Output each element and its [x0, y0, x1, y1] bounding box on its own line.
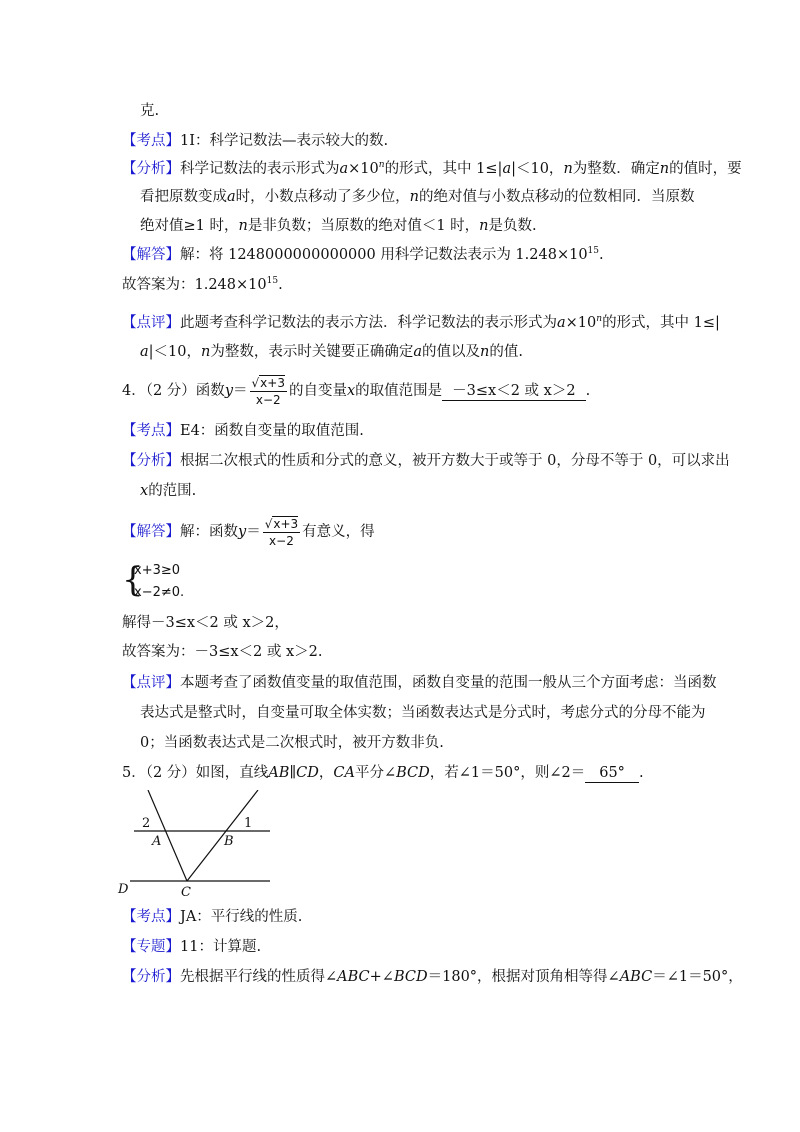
fenxi-line — [122, 967, 743, 987]
jieda-line — [122, 513, 375, 551]
text-fragment: ＝ — [246, 524, 261, 540]
dianping-line — [122, 673, 717, 693]
jieda-line — [122, 245, 604, 265]
text-fragment: . — [599, 247, 604, 263]
text-fragment: 的值以及 — [422, 344, 480, 360]
dianping-tag: 【点评】 — [122, 675, 180, 691]
kaodian-line — [122, 131, 388, 151]
text-fragment: ×10 — [565, 315, 597, 331]
text-fragment: 时，小数点移动了多少位， — [235, 189, 410, 205]
jieda-tag: 【解答】 — [122, 524, 180, 540]
text-fragment: 绝对值≥1 时， — [140, 218, 239, 234]
text-fragment: 根据二次根式的性质和分式的意义，被开方数大于或等于 0，分母不等于 0，可以求出 — [180, 453, 730, 469]
fenxi-line — [122, 159, 742, 179]
text-fragment: 11：计算题. — [180, 939, 262, 955]
text-fragment: 克. — [140, 103, 160, 119]
solve-line — [122, 613, 289, 633]
math-var: n — [563, 161, 573, 177]
text-fragment: . — [638, 765, 644, 781]
text-fragment: 有意义，得 — [302, 524, 375, 540]
text-fragment: ＝180°，根据对顶角相等得∠ — [427, 969, 620, 985]
math-var: n — [659, 161, 670, 177]
text-fragment: |＜10， — [511, 161, 564, 177]
text-fragment: 是负数. — [488, 218, 537, 234]
text-line — [140, 216, 537, 236]
text-fragment: 是非负数；当原数的绝对值＜1 时， — [247, 218, 480, 234]
kaodian-tag: 【考点】 — [122, 133, 180, 149]
question-4-line — [122, 372, 590, 410]
fraction — [263, 516, 300, 549]
math-exponent: n — [378, 160, 385, 171]
text-fragment: 4．（2 分）函数 — [122, 383, 225, 399]
label-point-d: D — [118, 882, 129, 897]
kaodian-line — [122, 421, 364, 441]
text-fragment: 本题考查了函数值变量的取值范围，函数自变量的范围一般从三个方面考虑：当函数 — [180, 675, 717, 691]
dianping-tag: 【点评】 — [122, 315, 180, 331]
system-row-2-text: x−2≠0 — [134, 585, 181, 600]
label-angle-2: 2 — [142, 816, 151, 831]
zhuanti-line — [122, 937, 261, 957]
text-fragment: ＝∠1＝50°， — [652, 969, 743, 985]
text-fragment: ∥ — [289, 765, 297, 781]
math-exponent: 15 — [266, 276, 279, 287]
answer-blank: －3≤x＜2 或 x＞2 — [442, 382, 585, 401]
jieda-tag: 【解答】 — [122, 247, 180, 263]
text-fragment: ＝ — [233, 383, 248, 399]
line-cb — [187, 790, 258, 881]
kaodian-line — [122, 907, 302, 927]
text-fragment: 解：函数 — [180, 524, 238, 540]
text-fragment: . — [585, 383, 591, 399]
math-var: a — [140, 344, 149, 360]
text-line — [140, 703, 706, 723]
math-var: n — [238, 218, 248, 234]
text-fragment: 故答案为：1.248×10 — [122, 277, 267, 293]
text-fragment: 解：将 1248000000000000 用科学记数法表示为 1.248×10 — [180, 247, 588, 263]
text-fragment: 解得－3≤x＜2 或 x＞2， — [122, 615, 289, 631]
text-fragment: 科学记数法的表示形式为 — [180, 161, 340, 177]
text-fragment: ，若∠1＝50°，则∠2＝ — [429, 765, 586, 781]
text-line — [140, 733, 444, 753]
math-var: y — [224, 383, 234, 399]
math-exponent: 15 — [587, 246, 599, 257]
system-row-2 — [134, 584, 184, 602]
kaodian-tag: 【考点】 — [122, 423, 180, 439]
text-fragment: 先根据平行线的性质得∠ — [180, 969, 338, 985]
fenxi-tag: 【分析】 — [122, 453, 180, 469]
label-point-b: B — [224, 834, 234, 849]
math-var: n — [201, 344, 211, 360]
brace: { — [122, 560, 144, 600]
math-var: a — [339, 161, 349, 177]
label-point-c: C — [181, 885, 191, 900]
answer-blank: 65° — [585, 764, 639, 783]
text-line — [140, 187, 695, 207]
text-fragment: 的形式，其中 1≤| — [602, 315, 720, 331]
text-line — [140, 342, 523, 362]
math-var: y — [238, 524, 247, 540]
text-fragment: 5．（2 分）如图，直线 — [122, 765, 269, 781]
answer-line — [122, 275, 283, 295]
math-var: a — [557, 315, 566, 331]
math-exponent: n — [596, 314, 603, 325]
text-fragment: 的值. — [489, 344, 523, 360]
text-fragment: |＜10， — [148, 344, 201, 360]
math-var: n — [409, 189, 419, 205]
text-fragment: 此题考查科学记数法的表示方法．科学记数法的表示形式为 — [180, 315, 557, 331]
fenxi-line — [122, 451, 730, 471]
math-var: CD — [296, 765, 319, 781]
math-var: BCD — [396, 765, 430, 781]
text-fragment: 的值时，要 — [669, 161, 742, 177]
zhuanti-tag: 【专题】 — [122, 939, 180, 955]
kaodian-tag: 【考点】 — [122, 909, 180, 925]
text-fragment: 故答案为：－3≤x＜2 或 x＞2. — [122, 644, 323, 660]
math-var: ABC — [337, 969, 370, 985]
text-fragment: +∠ — [369, 969, 394, 985]
math-var: ABC — [619, 969, 653, 985]
math-var: CA — [333, 765, 355, 781]
text-fragment: 的绝对值与小数点移动的位数相同．当原数 — [419, 189, 695, 205]
text-fragment: 看把原数变成 — [140, 189, 227, 205]
radicand: x+3 — [260, 375, 285, 390]
label-point-a: A — [152, 834, 162, 849]
text-fragment: JA：平行线的性质. — [180, 909, 303, 925]
kaodian-text: 1I：科学记数法—表示较大的数. — [180, 133, 389, 149]
fraction-numerator: √x+3 — [251, 375, 285, 390]
fraction-denominator: x−2 — [269, 533, 294, 548]
fenxi-tag: 【分析】 — [122, 969, 180, 985]
text-fragment: 平分∠ — [354, 765, 397, 781]
math-var: x — [140, 483, 149, 499]
fraction — [250, 375, 287, 408]
text-line — [140, 481, 196, 501]
fraction-numerator: √x+3 — [264, 516, 299, 531]
geometry-figure — [110, 790, 280, 900]
fraction-denominator: x−2 — [255, 392, 281, 407]
text-fragment: 的取值范围是 — [355, 383, 443, 399]
math-var: AB — [268, 765, 290, 781]
system-row-1: x+3≥0 — [134, 563, 181, 578]
fenxi-tag: 【分析】 — [122, 161, 180, 177]
radicand: x+3 — [273, 516, 299, 531]
text-fragment: 的范围. — [148, 483, 197, 499]
text-fragment: 的自变量 — [288, 383, 347, 399]
question-5-line — [122, 763, 644, 783]
text-line — [140, 101, 159, 121]
text-fragment: 为整数．确定 — [572, 161, 660, 177]
text-fragment: 0；当函数表达式是二次根式时，被开方数非负. — [140, 735, 444, 751]
label-angle-1: 1 — [244, 816, 253, 831]
text-fragment: 表达式是整式时，自变量可取全体实数；当函数表达式是分式时，考虑分式的分母不能为 — [140, 705, 706, 721]
math-var: a — [502, 161, 512, 177]
math-var: a — [413, 344, 422, 360]
dianping-line — [122, 313, 720, 333]
math-var: a — [227, 189, 236, 205]
answer-line — [122, 642, 323, 662]
system-dot: . — [180, 585, 185, 600]
math-var: x — [346, 383, 356, 399]
text-fragment: ×10 — [348, 161, 379, 177]
math-var: n — [480, 344, 490, 360]
math-var: BCD — [393, 969, 428, 985]
text-fragment: 的形式，其中 1≤| — [384, 161, 503, 177]
text-fragment: . — [278, 277, 283, 293]
text-fragment: 为整数，表示时关键要正确确定 — [210, 344, 414, 360]
text-fragment: ， — [318, 765, 334, 781]
math-var: n — [479, 218, 489, 234]
text-fragment: E4：函数自变量的取值范围. — [180, 423, 364, 439]
